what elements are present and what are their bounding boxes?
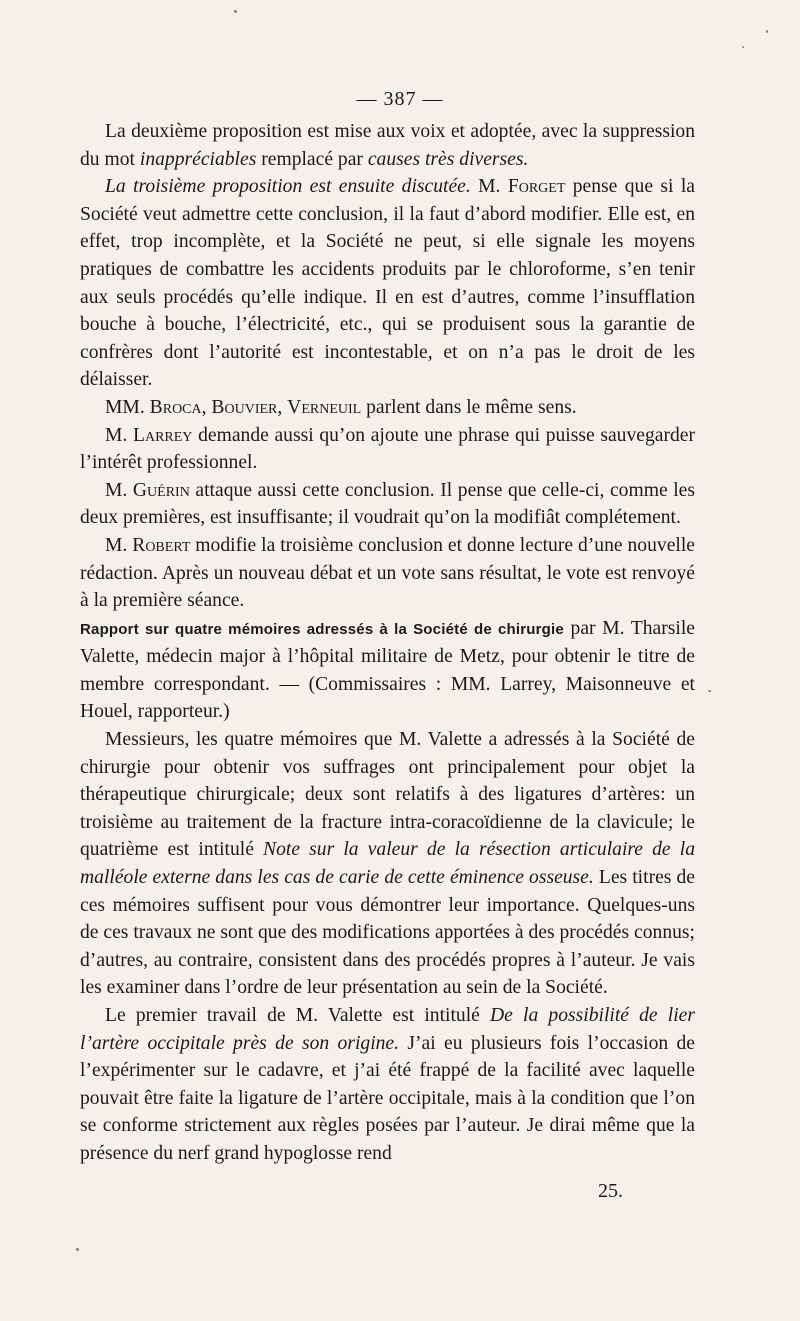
text-run: J’ai eu plusieurs fois l’occasion de l’expérimenter sur le cadavre, et j’ai été frappé de la facilité avec laquelle pouvait être faite la ligature de l’artère occipitale, mais à la condition que l’on se conforme strictement aux règles posées par l’auteur. Je dirai même que la présence du nerf grand hypoglosse rend: [80, 1032, 695, 1164]
text-run: Le premier travail de M. Valette est intitulé: [105, 1005, 491, 1026]
paper-speck: [742, 46, 744, 48]
text-run: M.: [470, 176, 508, 198]
text-run: remplacé par: [256, 148, 368, 170]
page-body: [80, 118, 695, 1168]
paragraph: [80, 118, 695, 173]
text-run: par M. Tharsile Valette, médecin major à l’hôpital militaire de Metz, pour obtenir le titre de membre correspondant. — (Commissaires : MM. Larrey, Maisonneuve et Houel, rapporteur.): [80, 617, 695, 723]
text-run: pense que si la Société veut admettre cette conclusion, il la faut d’abord modifier. Elle est, en effet, trop incomplète, et la Société ne peut, si elle signale les moyens pratiques de combattre les accidents produits par le chloroforme, s’en tenir aux seuls procédés qu’elle indique. Il en est d’autres, comme l’insufflation bouche à bouche, l’électricité, etc., qui se produisent sous la garantie de confrères dont l’autorité est incontestable, et on n’a pas le droit de les délaisser.: [80, 176, 695, 391]
paper-speck: [708, 690, 711, 692]
report-paragraph: [80, 615, 695, 726]
text-run: Les titres de ces mémoires suffisent pour vous démontrer leur importance. Quelques-uns de ces travaux ne sont que des modifications apportées à des procédés connus; d’autres, au contraire, consistent dans des procédés propres à l’auteur. Je vais les examiner dans l’ordre de leur présentation au sein de la Société.: [80, 867, 695, 999]
italic-text: Note sur la valeur de la résection articulaire de la malléole externe dans les cas de carie de cette éminence osseuse.: [80, 839, 695, 889]
paragraph: [80, 422, 695, 477]
paragraph: [80, 532, 695, 615]
text-run: M.: [105, 534, 133, 556]
paper-speck: [766, 30, 768, 33]
paragraph: [80, 726, 695, 1002]
author-name: Larrey: [133, 424, 193, 446]
text-run: ,: [201, 396, 212, 418]
text-run: M.: [105, 424, 133, 446]
italic-text: La troisième proposition est ensuite discutée.: [105, 176, 471, 198]
author-name: Bouvier: [211, 396, 278, 418]
text-run: Messieurs, les quatre mémoires que M. Valette a adressés à la Société de chirurgie pour obtenir vos suffrages ont principalement pour objet la thérapeutique chirurgicale; deux sont relatifs à des ligatures d’artères: un troisième au traitement de la fracture intra-coracoïdienne de la clavicule; le quatrième est intitulé: [80, 729, 695, 861]
text-run: demande aussi qu’on ajoute une phrase qui puisse sauvegarder l’intérêt professionnel.: [80, 424, 695, 474]
author-name: Robert: [132, 534, 191, 556]
paragraph: [80, 1002, 695, 1168]
text-run: modifie la troisième conclusion et donne lecture d’une nouvelle rédaction. Après un nouveau débat et un vote sans résultat, le vote est renvoyé à la première séance.: [80, 534, 695, 612]
paragraph: [80, 477, 695, 532]
text-run: parlent dans le même sens.: [361, 396, 577, 418]
author-name: Verneuil: [287, 396, 362, 418]
signature-mark: 25.: [598, 1180, 623, 1202]
text-run: ,: [277, 396, 288, 418]
italic-text: inappréciables: [139, 148, 257, 170]
paper-speck: [234, 10, 237, 13]
page-number: — 387 —: [356, 88, 444, 110]
text-run: attaque aussi cette conclusion. Il pense que celle-ci, comme les deux premières, est insuffisante; il voudrait qu’on la modifiât complétement.: [80, 479, 695, 529]
author-name: Forget: [507, 176, 566, 198]
report-heading: Rapport sur quatre mémoires adressés à la Société de chirurgie: [80, 620, 564, 638]
paragraph: [80, 173, 695, 394]
italic-text: causes très diverses.: [367, 148, 529, 170]
author-name: Guérin: [132, 479, 190, 501]
italic-text: De la possibilité de lier l’artère occipitale près de son origine.: [80, 1005, 695, 1054]
text-run: M.: [105, 479, 133, 501]
paper-speck: [76, 1248, 79, 1251]
text-run: MM.: [105, 396, 150, 418]
author-name: Broca: [149, 396, 202, 418]
paragraph: [80, 394, 695, 422]
text-run: La deuxième proposition est mise aux voix et adoptée, avec la suppression du mot: [80, 121, 695, 170]
